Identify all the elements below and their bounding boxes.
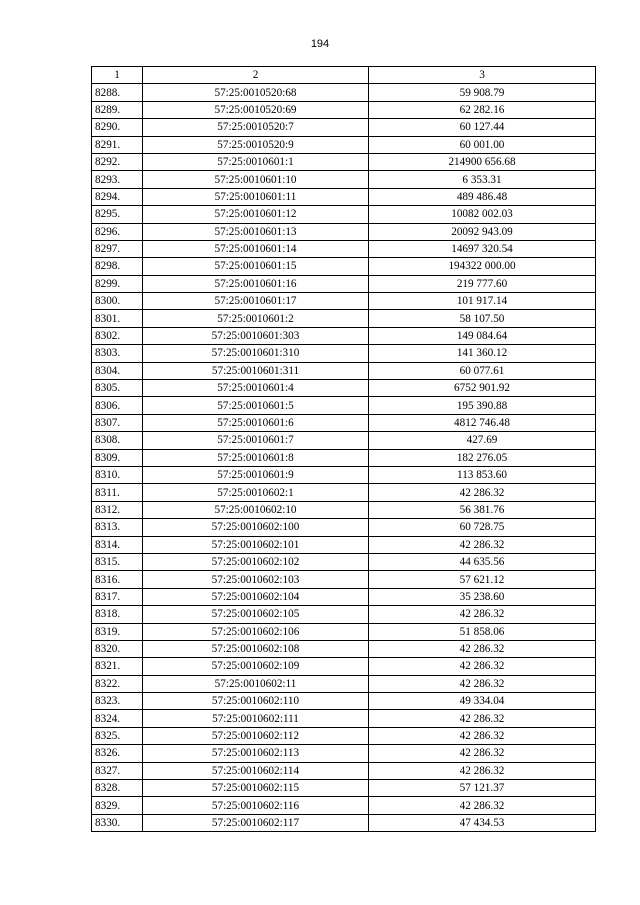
value-cell: 35 238.60: [369, 588, 596, 605]
table-row: [92, 745, 596, 762]
cadastral-number-cell: 57:25:0010602:115: [143, 780, 369, 797]
value-cell: 113 853.60: [369, 466, 596, 483]
table-row: [92, 293, 596, 310]
table-row: [92, 206, 596, 223]
cadastral-number-cell: 57:25:0010601:12: [143, 206, 369, 223]
value-cell: 195 390.88: [369, 397, 596, 414]
value-cell: 4812 746.48: [369, 414, 596, 431]
value-cell: 51 858.06: [369, 623, 596, 640]
cadastral-number-cell: 57:25:0010602:114: [143, 762, 369, 779]
cadastral-number-cell: 57:25:0010602:100: [143, 519, 369, 536]
row-number-cell: 8305.: [92, 380, 143, 397]
row-number-cell: 8312.: [92, 501, 143, 518]
cadastral-number-cell: 57:25:0010601:13: [143, 223, 369, 240]
row-number-cell: 8295.: [92, 206, 143, 223]
value-cell: 49 334.04: [369, 693, 596, 710]
value-cell: 141 360.12: [369, 345, 596, 362]
row-number-cell: 8288.: [92, 84, 143, 101]
value-cell: 42 286.32: [369, 762, 596, 779]
cadastral-number-cell: 57:25:0010601:8: [143, 449, 369, 466]
column-header-2: 2: [143, 67, 369, 84]
row-number-cell: 8294.: [92, 188, 143, 205]
table-row: [92, 623, 596, 640]
cadastral-number-cell: 57:25:0010602:112: [143, 727, 369, 744]
value-cell: 60 127.44: [369, 119, 596, 136]
header-row: [92, 67, 596, 84]
value-cell: 59 908.79: [369, 84, 596, 101]
value-cell: 44 635.56: [369, 553, 596, 570]
value-cell: 10082 002.03: [369, 206, 596, 223]
value-cell: 42 286.32: [369, 710, 596, 727]
row-number-cell: 8300.: [92, 293, 143, 310]
row-number-cell: 8321.: [92, 658, 143, 675]
row-number-cell: 8289.: [92, 101, 143, 118]
cadastral-number-cell: 57:25:0010602:10: [143, 501, 369, 518]
value-cell: 60 001.00: [369, 136, 596, 153]
value-cell: 489 486.48: [369, 188, 596, 205]
value-cell: 57 621.12: [369, 571, 596, 588]
table-row: [92, 606, 596, 623]
row-number-cell: 8306.: [92, 397, 143, 414]
value-cell: 149 084.64: [369, 327, 596, 344]
table-row: [92, 119, 596, 136]
table-row: [92, 588, 596, 605]
table-row: [92, 380, 596, 397]
cadastral-number-cell: 57:25:0010602:104: [143, 588, 369, 605]
row-number-cell: 8302.: [92, 327, 143, 344]
table-row: [92, 327, 596, 344]
row-number-cell: 8322.: [92, 675, 143, 692]
value-cell: 194322 000.00: [369, 258, 596, 275]
table-row: [92, 536, 596, 553]
cadastral-number-cell: 57:25:0010601:15: [143, 258, 369, 275]
table-row: [92, 797, 596, 814]
row-number-cell: 8324.: [92, 710, 143, 727]
cadastral-number-cell: 57:25:0010602:101: [143, 536, 369, 553]
value-cell: 42 286.32: [369, 797, 596, 814]
cadastral-number-cell: 57:25:0010602:110: [143, 693, 369, 710]
value-cell: 42 286.32: [369, 606, 596, 623]
value-cell: 427.69: [369, 432, 596, 449]
row-number-cell: 8327.: [92, 762, 143, 779]
cadastral-number-cell: 57:25:0010601:10: [143, 171, 369, 188]
row-number-cell: 8292.: [92, 153, 143, 170]
cadastral-number-cell: 57:25:0010602:117: [143, 814, 369, 831]
table-row: [92, 675, 596, 692]
table-row: [92, 519, 596, 536]
table-row: [92, 693, 596, 710]
row-number-cell: 8311.: [92, 484, 143, 501]
value-cell: 42 286.32: [369, 658, 596, 675]
value-cell: 58 107.50: [369, 310, 596, 327]
table-header: [92, 67, 596, 84]
cadastral-number-cell: 57:25:0010602:108: [143, 640, 369, 657]
row-number-cell: 8316.: [92, 571, 143, 588]
row-number-cell: 8290.: [92, 119, 143, 136]
value-cell: 42 286.32: [369, 484, 596, 501]
value-cell: 42 286.32: [369, 536, 596, 553]
table-row: [92, 762, 596, 779]
row-number-cell: 8307.: [92, 414, 143, 431]
table-row: [92, 101, 596, 118]
table-row: [92, 188, 596, 205]
table-row: [92, 658, 596, 675]
row-number-cell: 8291.: [92, 136, 143, 153]
row-number-cell: 8313.: [92, 519, 143, 536]
row-number-cell: 8323.: [92, 693, 143, 710]
table-row: [92, 136, 596, 153]
row-number-cell: 8328.: [92, 780, 143, 797]
value-cell: 20092 943.09: [369, 223, 596, 240]
cadastral-number-cell: 57:25:0010601:5: [143, 397, 369, 414]
value-cell: 14697 320.54: [369, 240, 596, 257]
cadastral-number-cell: 57:25:0010602:105: [143, 606, 369, 623]
row-number-cell: 8318.: [92, 606, 143, 623]
table-row: [92, 484, 596, 501]
table-row: [92, 240, 596, 257]
value-cell: 60 728.75: [369, 519, 596, 536]
cadastral-number-cell: 57:25:0010601:6: [143, 414, 369, 431]
row-number-cell: 8304.: [92, 362, 143, 379]
cadastral-number-cell: 57:25:0010520:68: [143, 84, 369, 101]
cadastral-number-cell: 57:25:0010520:9: [143, 136, 369, 153]
cadastral-number-cell: 57:25:0010602:1: [143, 484, 369, 501]
value-cell: 42 286.32: [369, 675, 596, 692]
table-row: [92, 780, 596, 797]
table-row: [92, 397, 596, 414]
row-number-cell: 8320.: [92, 640, 143, 657]
value-cell: 57 121.37: [369, 780, 596, 797]
value-cell: 62 282.16: [369, 101, 596, 118]
table-row: [92, 275, 596, 292]
table-row: [92, 553, 596, 570]
value-cell: 47 434.53: [369, 814, 596, 831]
cadastral-number-cell: 57:25:0010601:16: [143, 275, 369, 292]
value-cell: 56 381.76: [369, 501, 596, 518]
cadastral-number-cell: 57:25:0010601:17: [143, 293, 369, 310]
row-number-cell: 8325.: [92, 727, 143, 744]
row-number-cell: 8303.: [92, 345, 143, 362]
cadastral-number-cell: 57:25:0010601:2: [143, 310, 369, 327]
cadastral-number-cell: 57:25:0010601:9: [143, 466, 369, 483]
cadastral-number-cell: 57:25:0010601:7: [143, 432, 369, 449]
cadastral-number-cell: 57:25:0010601:311: [143, 362, 369, 379]
cadastral-number-cell: 57:25:0010601:14: [143, 240, 369, 257]
row-number-cell: 8330.: [92, 814, 143, 831]
value-cell: 219 777.60: [369, 275, 596, 292]
cadastral-number-cell: 57:25:0010602:116: [143, 797, 369, 814]
row-number-cell: 8299.: [92, 275, 143, 292]
row-number-cell: 8308.: [92, 432, 143, 449]
value-cell: 60 077.61: [369, 362, 596, 379]
cadastral-number-cell: 57:25:0010601:310: [143, 345, 369, 362]
cadastral-number-cell: 57:25:0010602:102: [143, 553, 369, 570]
table-row: [92, 727, 596, 744]
value-cell: 42 286.32: [369, 640, 596, 657]
column-header-3: 3: [369, 67, 596, 84]
value-cell: 101 917.14: [369, 293, 596, 310]
cadastral-number-cell: 57:25:0010601:1: [143, 153, 369, 170]
cadastral-number-cell: 57:25:0010601:4: [143, 380, 369, 397]
row-number-cell: 8329.: [92, 797, 143, 814]
cadastral-number-cell: 57:25:0010602:106: [143, 623, 369, 640]
cadastral-number-cell: 57:25:0010602:111: [143, 710, 369, 727]
table-row: [92, 432, 596, 449]
table-body: [92, 84, 596, 832]
table-row: [92, 501, 596, 518]
table-row: [92, 153, 596, 170]
cadastral-number-cell: 57:25:0010520:69: [143, 101, 369, 118]
table-row: [92, 258, 596, 275]
table-row: [92, 345, 596, 362]
row-number-cell: 8296.: [92, 223, 143, 240]
table-row: [92, 362, 596, 379]
cadastral-number-cell: 57:25:0010520:7: [143, 119, 369, 136]
row-number-cell: 8309.: [92, 449, 143, 466]
table-row: [92, 223, 596, 240]
value-cell: 6752 901.92: [369, 380, 596, 397]
table-row: [92, 571, 596, 588]
value-cell: 182 276.05: [369, 449, 596, 466]
table-row: [92, 640, 596, 657]
row-number-cell: 8297.: [92, 240, 143, 257]
row-number-cell: 8315.: [92, 553, 143, 570]
row-number-cell: 8298.: [92, 258, 143, 275]
row-number-cell: 8293.: [92, 171, 143, 188]
row-number-cell: 8326.: [92, 745, 143, 762]
row-number-cell: 8317.: [92, 588, 143, 605]
value-cell: 214900 656.68: [369, 153, 596, 170]
cadastral-number-cell: 57:25:0010602:109: [143, 658, 369, 675]
page-number: 194: [310, 38, 330, 50]
cadastral-number-cell: 57:25:0010601:11: [143, 188, 369, 205]
table-row: [92, 814, 596, 831]
table-row: [92, 414, 596, 431]
row-number-cell: 8314.: [92, 536, 143, 553]
cadastral-number-cell: 57:25:0010601:303: [143, 327, 369, 344]
row-number-cell: 8319.: [92, 623, 143, 640]
column-header-1: 1: [92, 67, 143, 84]
row-number-cell: 8310.: [92, 466, 143, 483]
value-cell: 6 353.31: [369, 171, 596, 188]
value-cell: 42 286.32: [369, 745, 596, 762]
table-row: [92, 466, 596, 483]
table-row: [92, 449, 596, 466]
table-row: [92, 171, 596, 188]
cadastral-number-cell: 57:25:0010602:11: [143, 675, 369, 692]
value-cell: 42 286.32: [369, 727, 596, 744]
table-row: [92, 310, 596, 327]
row-number-cell: 8301.: [92, 310, 143, 327]
table-row: [92, 84, 596, 101]
registry-table: [91, 66, 596, 832]
cadastral-number-cell: 57:25:0010602:113: [143, 745, 369, 762]
cadastral-number-cell: 57:25:0010602:103: [143, 571, 369, 588]
table-row: [92, 710, 596, 727]
